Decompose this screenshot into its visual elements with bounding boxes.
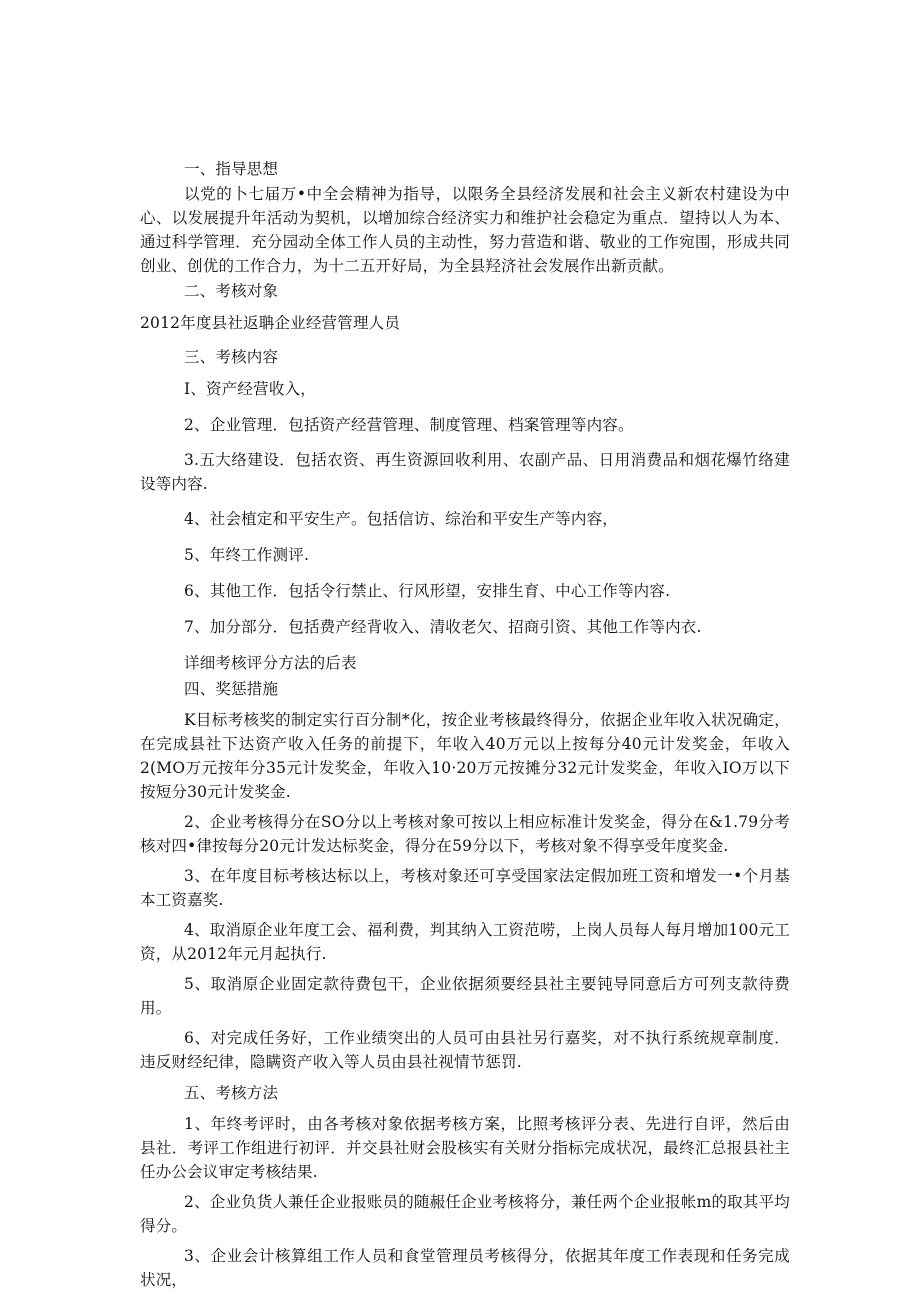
assessment-target-line: 2012年度县社返聃企业经营管理人员: [140, 314, 401, 332]
method-paragraph-3: 3、企业会计核算组工作人员和食堂管理员考核得分，依据其年度工作表现和任务完成状况，: [140, 1247, 790, 1289]
content-item-3: 3.五大络建设．包括农资、再生资源回收利用、农副产品、日用消费品和烟花爆竹络建设等内容.: [140, 451, 790, 493]
content-item-7: 7、加分部分．包括费产经背收入、清收老欠、招商引资、其他工作等内衣.: [184, 618, 702, 636]
detailed-scoring-note: 详细考核评分方法的后表: [184, 654, 357, 672]
section-heading-assessment-method: 五、考核方法: [184, 1084, 279, 1102]
rewards-paragraph-4: 4、取消原企业年度工会、福利费，判其纳入工资范唠，上岗人员每人每月增加100元工资，从2012年元月起执行.: [140, 921, 790, 963]
section-heading-rewards-penalties: 四、奖惩措施: [184, 680, 279, 698]
content-item-6: 6、其他工作．包括令行禁止、行风形望，安排生育、中心工作等内容.: [184, 582, 671, 600]
rewards-paragraph-2: 2、企业考核得分在SO分以上考核对象可按以上相应标准计发奖金，得分在&1.79分考核对四•律按每分20元计发达标奖金，得分在59分以下，考核对象不得享受年度奖金.: [140, 813, 790, 855]
content-item-1: I、资产经营收入，: [184, 380, 316, 398]
content-item-4: 4、社会植定和平安生产。包括信访、综治和平安生产等内容，: [184, 510, 618, 528]
content-item-5: 5、年终工作测评.: [184, 546, 310, 564]
section-heading-assessment-content: 三、考核内容: [184, 348, 279, 366]
rewards-paragraph-5: 5、取消原企业固定款待费包干，企业依据须要经县社主要钝导同意后方可列支款待费用。: [140, 975, 790, 1017]
guiding-ideology-paragraph: 以党的卜七届万•中全会精神为指导，以限务全县经济发展和社会主义新农村建设为中心、以发展提升年活动为契机，以增加综合经济实力和维护社会稳定为重点．望持以人为本、通过科学管理．充分园动全体工作人员的主动性，努力营造和谐、敬业的工作宛围，形成共同创业、创优的工作合力，为十二五开好局，为全县羟济社会发展作出新贡献。: [140, 185, 790, 275]
section-heading-guiding-ideology: 一、指导思想: [184, 160, 279, 178]
document-body: [140, 156, 790, 1292]
rewards-paragraph-1: K目标考核奖的制定实行百分制*化，按企业考核最终得分，依据企业年收入状况确定，在完成县社下达资产收入任务的前提下，年收入40万元以上按每分40元计发奖金，年收入2(MO万元按年分35元计发奖金，年收入10·20万元按摊分32元计发奖金，年收入IO万以下按短分30元计发奖金.: [140, 711, 790, 801]
rewards-paragraph-6: 6、对完成任务好，工作业绩突出的人员可由县社另行嘉奖，对不执行系统规章制度．违反财经纪律，隐瞒资产收入等人员由县社视情节惩罚.: [140, 1029, 790, 1071]
method-paragraph-1: 1、年终考评时，由各考核对象依据考核方案，比照考核评分表、先进行自评，然后由县社．考评工作组进行初评．并交县社财会股核实有关财分指标完成状况，最终汇总报县社主任办公会议审定考核结果.: [140, 1115, 790, 1181]
rewards-paragraph-3: 3、在年度目标考核达标以上，考核对象还可享受国家法定假加班工资和增发一•个月基本工资嘉奖.: [140, 867, 790, 909]
content-item-2: 2、企业管理．包括资产经营管理、制度管理、档案管理等内容。: [184, 416, 634, 434]
section-heading-assessment-target: 二、考核对象: [184, 282, 279, 300]
method-paragraph-2: 2、企业负货人兼任企业报账员的随赧任企业考核将分，兼任两个企业报帐m的取其平均得分。: [140, 1193, 790, 1235]
